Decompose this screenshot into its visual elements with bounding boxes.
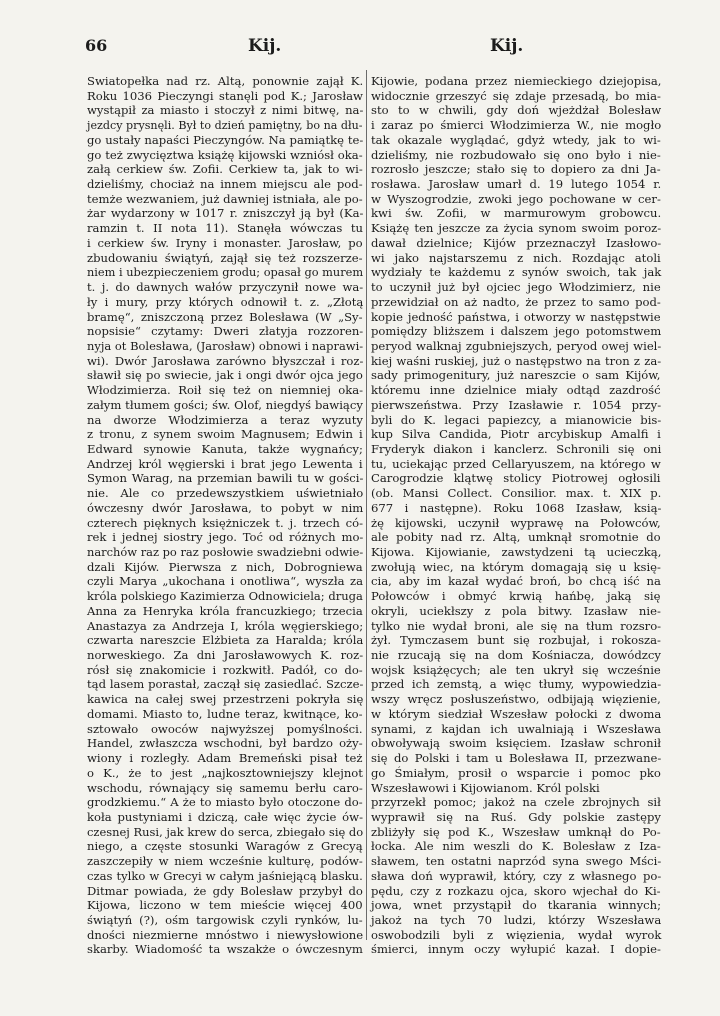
text-line: Symon Warag, na przemian bawili tu w gości- <box>87 471 364 486</box>
text-line: byli do K. legaci papiezcy, a mianowicie bis- <box>371 412 662 427</box>
text-line: sławił się po swiecie, jak i ongi dwór ojca jego <box>87 368 363 383</box>
text-line: dzieliśmy, nie rozbudowało się ono było i nie- <box>371 147 661 162</box>
text-line: się do Polski i tam u Bolesława II, przezwane- <box>371 751 662 766</box>
text-line: temże wezwaniem, już dawniej istniała, ale po- <box>87 191 363 206</box>
text-line: czas tylko w Grecyi w całym jaśniejącą blasku. <box>87 868 363 883</box>
text-line: go ustały napaści Pieczyngów. Na pamiątkę te- <box>87 132 364 147</box>
running-head-left: Kij. <box>248 36 282 56</box>
text-line: czyli Marya „ukochana i onotliwa“, wyszła za <box>87 574 364 589</box>
text-line: któremu inne dzielnice miały odtąd zazdrość <box>371 383 661 398</box>
text-line: Fryderyk diakon i kanclerz. Schronili się oni <box>371 441 662 456</box>
text-line: to uczynił już był ojciec jego Włodzimierz, nie <box>371 280 661 295</box>
text-line: koła pustyniami i dziczą, całe więc życie ów- <box>87 809 363 824</box>
text-line: widocznie grzeszyć się zdaje przesadą, bo mia- <box>371 88 661 103</box>
text-line: sztowało owoców najwyższej pomyślności. <box>87 721 363 736</box>
text-line: o K., że to jest „najkosztowniejszy klejnot <box>87 765 363 780</box>
text-line: oswobodzili byli z więzienia, wydał wyrok <box>371 927 662 942</box>
text-line: kawica na całej swej przestrzeni pokryła się <box>87 692 364 707</box>
text-line: dności niezmierne mnóstwo i niewysłowione <box>87 927 364 942</box>
text-line: króla polskiego Kazimierza Odnowiciela; druga <box>87 589 363 604</box>
text-line: cia, aby im kazał wydać broń, bo chcą iść na <box>371 574 661 589</box>
text-line: sława doń wyprawił, który, czy z własnego po- <box>371 868 662 883</box>
text-line: tąd lasem porastał, zaczął się zasiedlać. Szcze- <box>87 677 364 692</box>
text-line: i zaraz po śmierci Włodzimierza W., nie mogło <box>371 118 662 133</box>
left-text-column <box>87 74 364 957</box>
text-line: Kijowa, liczono w tem mieście więcej 400 <box>87 898 363 913</box>
column-divider <box>366 70 367 940</box>
text-line: wi). Dwór Jarosława zarówno błyszczał i roz- <box>87 353 364 368</box>
text-line: rosława. Jarosław umarł d. 19 lutego 1054 r. <box>371 177 662 192</box>
text-line: wystąpił za miasto i stoczył z nimi bitwę, na- <box>87 103 364 118</box>
text-line: rósł się znakomicie i rozkwitł. Padół, co do- <box>87 662 363 677</box>
text-line: Kijowa. Kijowianie, zawstydzeni tą ucieczką, <box>371 545 662 559</box>
text-line: rozrosło jeszcze; stało się to dopiero za dni Ja- <box>371 162 661 177</box>
text-line: świątyń (?), ośm targowisk czyli rynków, lu- <box>87 912 363 927</box>
text-line: bramę“, zniszczoną przez Bolesława (W „Sy- <box>87 309 363 324</box>
text-line: dawał dzielnice; Kijów przeznaczył Izasłowo- <box>371 235 662 250</box>
text-line: w Wyszogrodzie, zwoki jego pochowane w cer- <box>371 191 661 206</box>
text-line: Włodzimierza. Roił się też on niemniej oka- <box>87 383 364 398</box>
text-line: niem i ubezpieczeniem grodu; opasał go murem <box>87 265 364 280</box>
text-line: zbliżyły się pod K., Wszesław umknął do Po- <box>371 824 661 839</box>
text-line: jezdcy prysnęli. Był to dzień pamiętny, bo na dłu- <box>87 118 363 133</box>
page-number: 66 <box>85 36 108 55</box>
text-line: przyrzekł pomoc; jakoż na czele zbrojnych sił <box>371 795 661 810</box>
text-line: kwi św. Zofii, w marmurowym grobowcu. <box>371 206 662 221</box>
text-line: Andrzej król węgierski i brat jego Lewenta i <box>87 456 363 471</box>
text-line: i cerkiew św. Iryny i monaster. Jarosław, po <box>87 235 363 250</box>
text-line: wi jako najstarszemu z nich. Rozdając atoli <box>371 250 661 265</box>
text-line: rek i jednej siostry jego. Toć od różnych mo- <box>87 530 364 545</box>
text-line: nie. Ale co przedewszystkiem uświetniało <box>87 486 364 501</box>
text-line: żył. Tymczasem bunt się rozbujał, i rokosza- <box>371 633 661 648</box>
text-line: wydziały te każdemu z synów swoich, tak jak <box>371 265 662 280</box>
text-line: na dworze Włodzimierza a teraz wyzuty <box>87 412 363 427</box>
running-head-right: Kij. <box>490 36 524 56</box>
text-line: ły i mury, przy których odnowił t. z. „Złotą <box>87 294 364 309</box>
text-line: kup Silva Candida, Piotr arcybiskup Amalfi i <box>371 427 661 442</box>
text-line: zbudowaniu świątyń, zajął się też rozszerze- <box>87 250 363 265</box>
text-line: żę kijowski, uczynił wyprawę na Połowców, <box>371 515 661 530</box>
text-line: go też zwycięztwa książę kijowski wzniósł oka- <box>87 147 363 162</box>
text-line: ówczesny dwór Jarosława, to pobyt w nim <box>87 500 364 515</box>
text-line: nopsisie“ czytamy: Dweri złatyja rozzoren- <box>87 324 364 339</box>
text-line: wojsk książęcych; ale ten ukrył się wcześnie <box>371 662 661 677</box>
text-line: pierwszeństwa. Przy Izasławie r. 1054 przy- <box>371 397 662 412</box>
text-line: sady primogenitury, już nareszcie o sam Kijów, <box>371 368 661 383</box>
text-line: Edward synowie Kanuta, także wygnańcy; <box>87 441 363 456</box>
text-line: sto to w chwili, gdy doń wjeżdżał Bolesław <box>371 103 662 118</box>
text-line: pędu, czy z rozkazu ojca, skoro wjechał do Ki- <box>371 883 661 898</box>
text-line: śmierci, innym oczy wyłupić kazał. I dopie- <box>371 942 661 957</box>
text-line: zwołują wiec, na którym domagają się u księ- <box>371 559 661 574</box>
text-line: w którym siedział Wszesław połocki z dwoma <box>371 706 662 721</box>
text-line: przewidział on aż nadto, że przez to samo pod- <box>371 294 661 309</box>
text-line: go Śmiałym, prosił o wsparcie i pomoc pko <box>371 765 661 780</box>
text-line: skarby. Wiadomość ta wszakże o ówczesnym <box>87 942 363 957</box>
text-line: Wszesławowi i Kijowianom. Król polski <box>371 780 600 795</box>
text-line: (ob. Mansi Collect. Consilior. max. t. XIX p. <box>371 486 662 501</box>
text-line: załym tłumem gości; św. Olof, niegdyś bawiący <box>87 397 363 412</box>
text-line: nie rzucają się na dom Kośniacza, dowódzcy <box>371 648 661 663</box>
text-line: jakoż na tych 70 ludzi, którzy Wszesława <box>371 912 662 927</box>
text-line: Swiatopełka nad rz. Altą, ponownie zajął K. <box>87 74 364 88</box>
text-line: kiej waśni ruskiej, już o następstwo na tron z za- <box>371 353 662 368</box>
text-line: dzali Kijów. Pierwsza z nich, Dobrogniewa <box>87 559 363 574</box>
text-line: kopie jedność państwa, i otworzy w następstwie <box>371 309 661 324</box>
text-line: niego, a częste stosunki Waragów z Grecyą <box>87 839 363 854</box>
text-line: wszy wręcz posłuszeństwo, odbijają więzienie, <box>371 692 661 707</box>
text-line: Roku 1036 Pieczyngi stanęli pod K.; Jarosław <box>87 88 363 103</box>
text-line: czterech pięknych księżniczek t. j. trzech có- <box>87 515 364 530</box>
text-line: Carogrodzie klątwę stolicy Piotrowej ogłosili <box>371 471 661 486</box>
text-line: okryli, uciekłszy z pola bitwy. Izasław nie- <box>371 603 661 618</box>
text-line: łocka. Ale nim weszli do K. Bolesław z Iza- <box>371 839 661 854</box>
text-line: Handel, zwłaszcza wschodni, był bardzo oży- <box>87 736 363 751</box>
text-line: ramzin t. II nota 11). Stanęła wówczas tu <box>87 221 363 236</box>
text-line: załą cerkiew św. Zofii. Cerkiew ta, jak to wi- <box>87 162 363 177</box>
text-line: Anna za Henryka króla francuzkiego; trzecia <box>87 603 363 618</box>
text-line: wiony i rozległy. Adam Bremeński pisał też <box>87 751 363 766</box>
text-line: pomiędzy bliższem i dalszem jego potomstwem <box>371 324 662 339</box>
text-line: 677 i następne). Roku 1068 Izasław, ksią- <box>371 500 662 515</box>
text-line: przed ich zemstą, a więc tłumy, wypowiedzia- <box>371 677 662 692</box>
text-line: Ditmar powiada, że gdy Bolesław przybył do <box>87 883 363 898</box>
text-line: tylko nie wydał broni, ale się na tłum rozsro- <box>371 618 662 633</box>
text-line: norweskiego. Za dni Jarosławowych K. roz- <box>87 648 364 663</box>
right-text-column <box>371 74 662 957</box>
text-line: Anastazya za Andrzeja I, króla węgierskiego; <box>87 618 364 633</box>
text-line: tu, uciekając przed Cellaryuszem, na którego w <box>371 456 661 471</box>
text-line: obwoływają swoim księciem. Izasław schronił <box>371 736 662 751</box>
text-line: żar wydarzony w 1017 r. zniszczył ją był (Ka- <box>87 206 364 221</box>
text-line: tak okazale wyglądać, gdyż wtedy, jak to wi- <box>371 132 661 147</box>
text-line: synami, z kajdan ich uwalniają i Wszesława <box>371 721 662 736</box>
text-line: narchów raz po raz posłowie swadziebni odwie- <box>87 545 364 559</box>
text-line: Książę ten jeszcze za życia synom swoim poroz- <box>371 221 662 236</box>
text-line: jowa, wnet przystąpił do tkarania winnych; <box>371 898 661 913</box>
text-line: ale pobity nad rz. Altą, umknął sromotnie do <box>371 530 661 545</box>
text-line: wschodu, równający się samemu berłu caro- <box>87 780 363 795</box>
text-line: wyprawił się na Ruś. Gdy polskie zastępy <box>371 809 661 824</box>
text-line: grodzkiemu.“ A że to miasto było otoczone do- <box>87 795 363 810</box>
text-line: Kijowie, podana przez niemieckiego dziejopisa, <box>371 74 662 88</box>
text-line: dzieliśmy, chociaż na innem miejscu ale pod- <box>87 177 363 192</box>
text-line: sławem, ten ostatni naprzód syna swego Mści- <box>371 854 662 869</box>
text-line: z tronu, z synem swoim Magnusem; Edwin i <box>87 427 363 442</box>
text-line: domami. Miasto to, ludne teraz, kwitnące, ko- <box>87 706 363 721</box>
text-line: zaszczepiły w niem wcześnie kulturę, podów- <box>87 854 363 869</box>
text-line: t. j. do dawnych wałów przyczynił nowe wa- <box>87 280 364 295</box>
text-line: nyja ot Bolesława, (Jarosław) obnowi i naprawi- <box>87 338 364 353</box>
text-line: czwarta nareszcie Elżbieta za Haralda; króla <box>87 633 364 648</box>
text-line: Połowców i obmyć krwią hańbę, jaką się <box>371 589 661 604</box>
text-line: czesnej Rusi, jak krew do serca, zbiegało się do <box>87 824 364 839</box>
text-line: peryod walknaj zgubniejszych, peryod owej wiel- <box>371 338 662 353</box>
